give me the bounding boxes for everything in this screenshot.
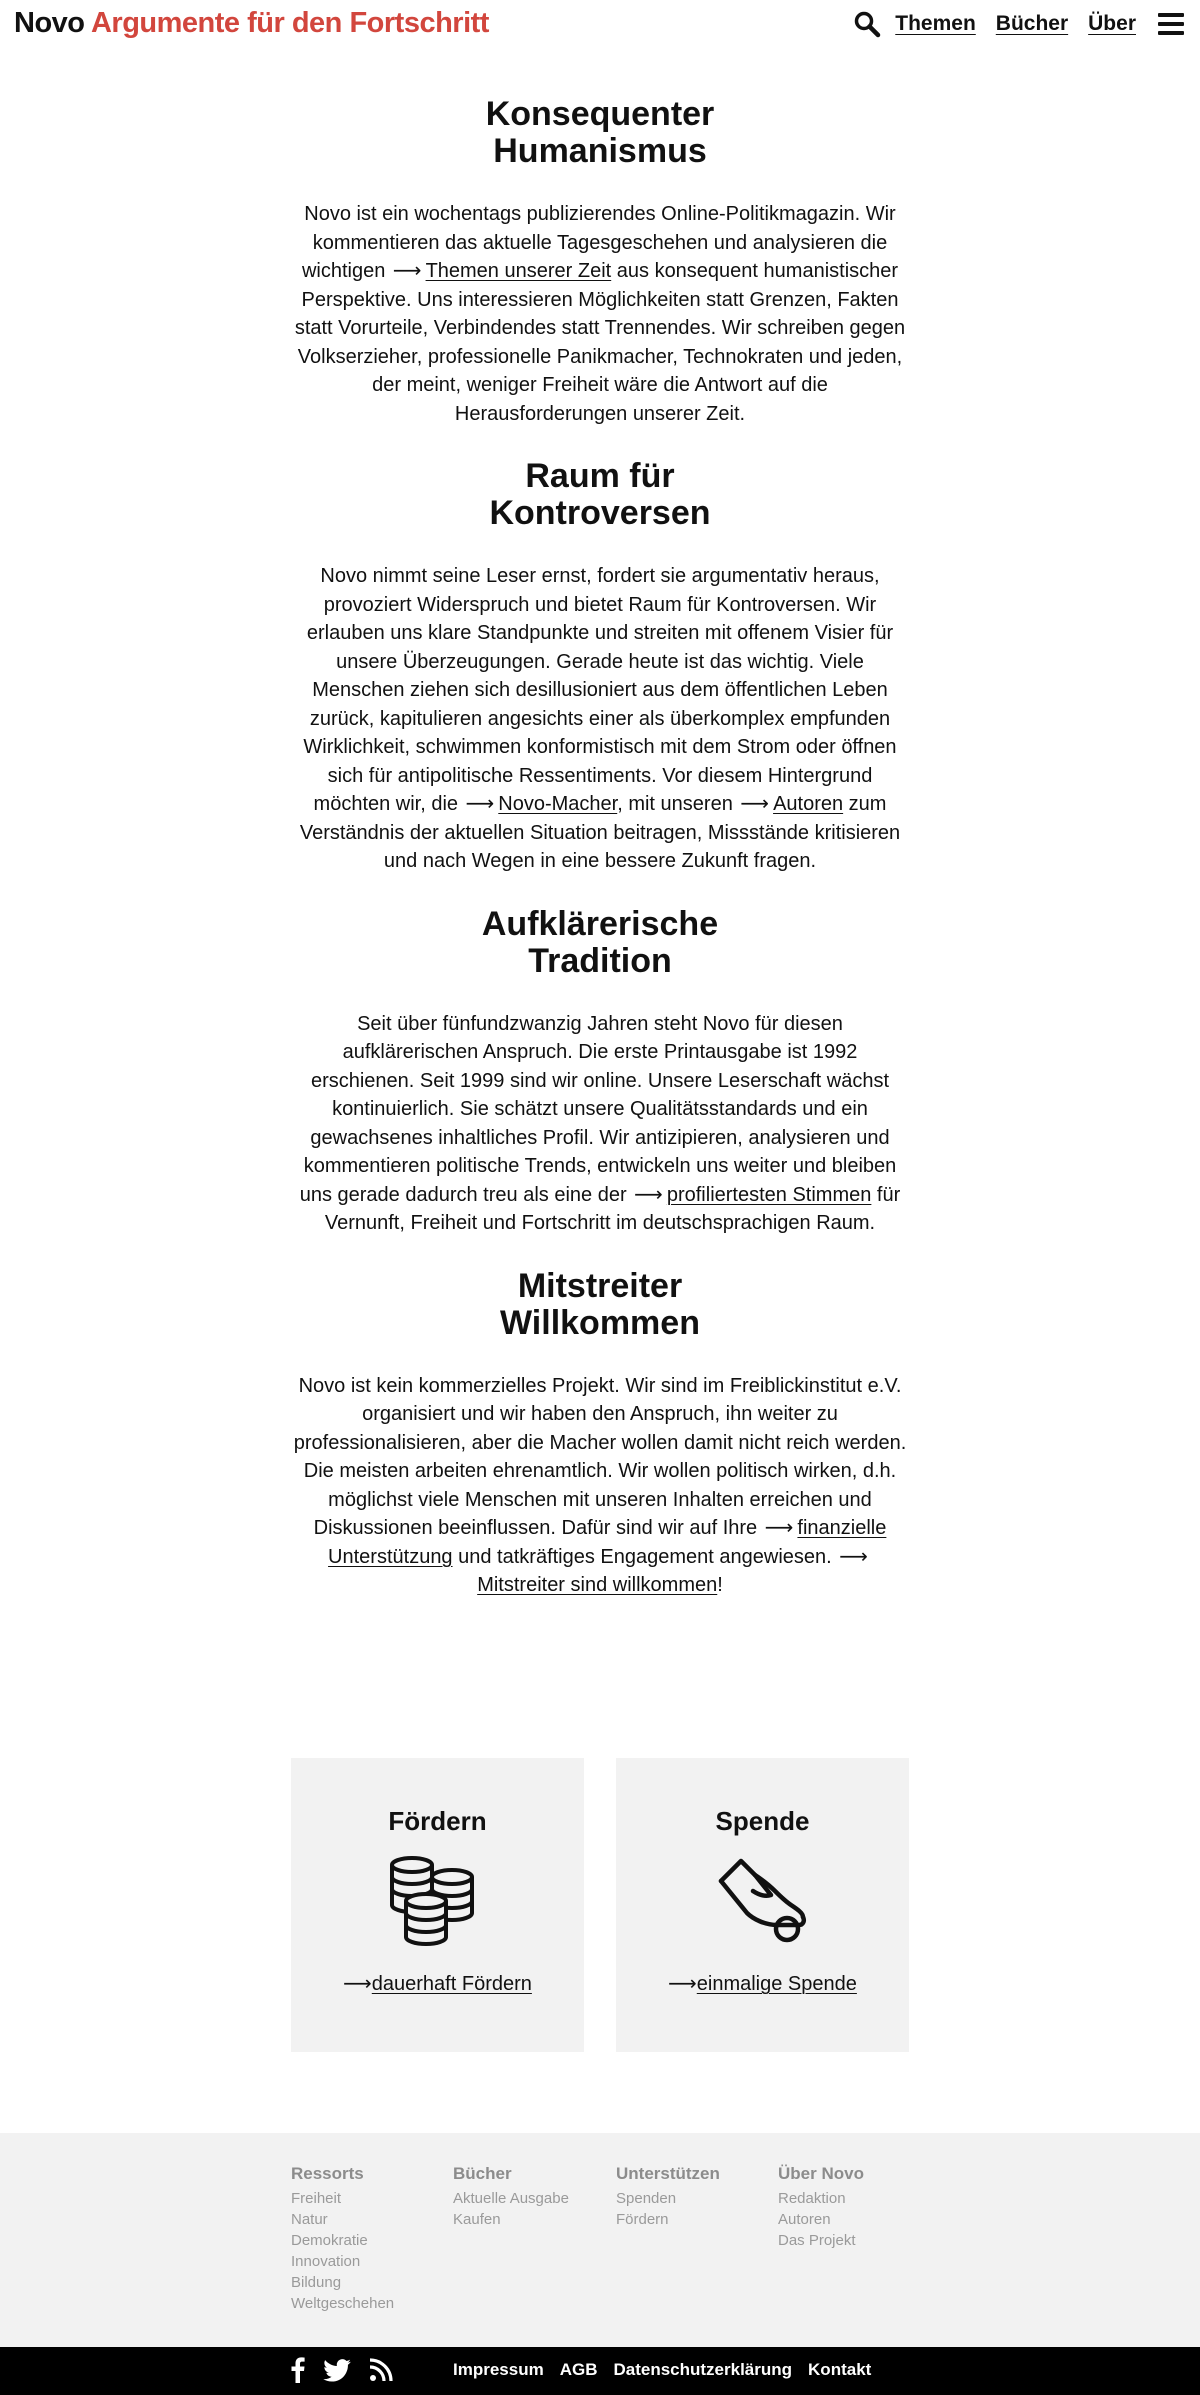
coins-icon xyxy=(388,1855,488,1951)
nav-link-themen[interactable]: Themen xyxy=(895,12,976,35)
section-text xyxy=(291,562,909,876)
social-links xyxy=(291,2357,393,2383)
section-text xyxy=(291,1372,909,1600)
footer-links xyxy=(0,2133,1200,2347)
menu-bar xyxy=(1158,13,1184,17)
footer-link-das-projekt[interactable]: Das Projekt xyxy=(778,2232,856,2249)
text-segment: Novo ist ein wochentags publizierendes Online-Politikmagazin. Wir kommentieren das aktuelle Tagesgeschehen und analysieren die wichtigen xyxy=(301,203,896,282)
arrow-icon: ⟶ xyxy=(392,260,422,282)
arrow-icon: ⟶ xyxy=(764,1517,794,1539)
arrow-icon: ⟶ xyxy=(343,1973,372,1995)
footer-bar xyxy=(0,2347,1200,2395)
facebook-icon[interactable] xyxy=(291,2357,305,2383)
card-foerdern xyxy=(291,1758,584,2052)
text-segment: und tatkräftiges Engagement angewiesen. xyxy=(452,1545,838,1568)
footer-link-weltgeschehen[interactable]: Weltgeschehen xyxy=(291,2295,395,2312)
card-title: Fördern xyxy=(388,1806,487,1836)
menu-icon[interactable] xyxy=(1158,10,1186,38)
footer-link-spenden[interactable]: Spenden xyxy=(616,2190,677,2207)
legal-link-agb[interactable]: AGB xyxy=(559,2360,598,2379)
footer-link-autoren[interactable]: Autoren xyxy=(778,2211,831,2228)
section-title: Mitstreiter Willkommen xyxy=(500,1266,700,1342)
footer-link-demokratie[interactable]: Demokratie xyxy=(291,2232,368,2249)
footer-col-title: Unterstützen xyxy=(616,2164,720,2183)
link-novo-macher[interactable]: Novo-Macher xyxy=(498,793,618,815)
card-link-row xyxy=(343,1971,532,1996)
arrow-icon: ⟶ xyxy=(839,1545,868,1568)
footer-col-ressorts xyxy=(291,2164,441,2314)
site-header xyxy=(0,0,1200,48)
section-tradition xyxy=(280,906,920,1238)
arrow-icon: ⟶ xyxy=(465,793,495,815)
main-content xyxy=(280,96,920,1630)
link-profiliertesten-stimmen[interactable]: profiliertesten Stimmen xyxy=(666,1183,872,1206)
section-humanismus xyxy=(280,96,920,428)
footer-link-bildung[interactable]: Bildung xyxy=(291,2274,342,2291)
nav-link-ueber[interactable]: Über xyxy=(1088,12,1136,35)
link-dauerhaft-foerdern[interactable]: dauerhaft Fördern xyxy=(371,1973,532,1995)
footer-link-foerdern[interactable]: Fördern xyxy=(616,2211,669,2228)
footer-col-title: Über Novo xyxy=(778,2164,864,2183)
search-icon[interactable] xyxy=(851,8,883,40)
link-einmalige-spende[interactable]: einmalige Spende xyxy=(696,1973,857,1995)
text-segment: Seit über fünfundzwanzig Jahren steht Novo für diesen aufklärerischen Anspruch. Die erste Printausgabe ist 1992 erschienen. Seit 1999 sind wir online. Unsere Leserschaft wächst kontinuierlich. Sie schätzt unsere Qualitätsstandards und ein gewachsenes inhaltliches Profil. Wir antizipieren, analysieren und kommentieren politische Trends, entwickeln uns weiter und bleiben uns gerade dadurch treu als eine der xyxy=(299,1012,897,1206)
text-segment: zum Verständnis der aktuellen Situation beitragen, Missstände kritisieren und nach Wegen in eine bessere Zukunft fragen. xyxy=(299,793,901,872)
section-title: Raum für Kontroversen xyxy=(489,457,711,532)
donation-hand-icon xyxy=(713,1855,813,1951)
section-title: Aufklärerische Tradition xyxy=(481,904,719,980)
card-title: Spende xyxy=(715,1806,810,1836)
text-segment: Novo ist kein kommerzielles Projekt. Wir sind im Freiblickinstitut e.V. organisiert und wir haben den Anspruch, ihn weiter zu professionalisieren, aber die Macher wollen damit nicht reich werden. Die meisten arbeiten ehrenamtlich. Wir wollen politisch wirken, d.h. möglichst viele Menschen mit unseren Inhalten erreichen und Diskussionen beeinflussen. Dafür sind wir auf Ihre xyxy=(293,1374,907,1539)
footer-link-innovation[interactable]: Innovation xyxy=(291,2253,361,2270)
section-kontroversen xyxy=(280,458,920,876)
brand-tagline: Argumente für den Fortschritt xyxy=(90,7,489,39)
header-nav xyxy=(851,8,1186,40)
arrow-icon: ⟶ xyxy=(634,1183,663,1206)
text-segment: ! xyxy=(717,1574,723,1596)
brand-logo-link[interactable] xyxy=(14,7,489,40)
menu-bar xyxy=(1158,31,1184,35)
footer-link-redaktion[interactable]: Redaktion xyxy=(778,2190,846,2207)
menu-bar xyxy=(1158,22,1184,26)
footer-col-ueber-novo xyxy=(778,2164,928,2251)
section-title: Konsequenter Humanismus xyxy=(485,95,715,170)
nav-link-buecher[interactable]: Bücher xyxy=(995,12,1069,35)
section-mitstreiter xyxy=(280,1268,920,1600)
section-text xyxy=(291,1010,909,1238)
card-link-row xyxy=(668,1971,857,1996)
rss-icon[interactable] xyxy=(369,2358,393,2382)
text-segment: für Vernunft, Freiheit und Fortschritt im deutschsprachigen Raum. xyxy=(324,1183,901,1234)
link-finanzielle-unterstuetzung[interactable]: finanzielle Unterstützung xyxy=(328,1517,887,1568)
text-segment: , mit unseren xyxy=(617,793,739,815)
brand-name: Novo xyxy=(14,7,85,39)
legal-link-impressum[interactable]: Impressum xyxy=(453,2360,544,2379)
footer-link-natur[interactable]: Natur xyxy=(291,2211,328,2228)
footer-link-kaufen[interactable]: Kaufen xyxy=(453,2211,501,2228)
footer-col-unterstuetzen xyxy=(616,2164,766,2230)
legal-links xyxy=(453,2360,871,2380)
card-spende xyxy=(616,1758,909,2052)
footer-link-freiheit[interactable]: Freiheit xyxy=(291,2190,342,2207)
section-text xyxy=(291,200,909,428)
arrow-icon: ⟶ xyxy=(740,793,770,815)
footer-col-title: Ressorts xyxy=(291,2164,364,2183)
link-mitstreiter-willkommen[interactable]: Mitstreiter sind willkommen xyxy=(477,1574,718,1596)
twitter-icon[interactable] xyxy=(323,2359,351,2382)
legal-link-datenschutz[interactable]: Datenschutzerklärung xyxy=(613,2360,793,2379)
footer-col-buecher xyxy=(453,2164,603,2230)
support-cards xyxy=(291,1758,909,2052)
footer-col-title: Bücher xyxy=(453,2164,512,2183)
link-themen-unserer-zeit[interactable]: Themen unserer Zeit xyxy=(425,260,612,282)
link-autoren[interactable]: Autoren xyxy=(773,793,844,815)
text-segment: aus konsequent humanistischer Perspektive. Uns interessieren Möglichkeiten statt Grenzen, Fakten statt Vorurteile, Verbindendes statt Trennendes. Wir schreiben gegen Volkserzieher, professionelle Panikmacher, Technokraten und jeden, der meint, weniger Freiheit wäre die Antwort auf die Herausforderungen unserer Zeit. xyxy=(294,260,906,425)
footer-link-aktuelle-ausgabe[interactable]: Aktuelle Ausgabe xyxy=(453,2190,569,2207)
legal-link-kontakt[interactable]: Kontakt xyxy=(808,2360,872,2379)
text-segment: Novo nimmt seine Leser ernst, fordert sie argumentativ heraus, provoziert Widerspruch und bietet Raum für Kontroversen. Wir erlauben uns klare Standpunkte und streiten mit offenem Visier für unsere Überzeugungen. Gerade heute ist das wichtig. Viele Menschen ziehen sich desillusioniert aus dem öffentlichen Leben zurück, kapitulieren angesichts einer als überkomplex empfunden Wirklichkeit, schwimmen konformistisch mit dem Strom oder öffnen sich für antipolitische Ressentiments. Vor diesem Hintergrund möchten wir, die xyxy=(303,565,897,815)
arrow-icon: ⟶ xyxy=(668,1973,697,1995)
